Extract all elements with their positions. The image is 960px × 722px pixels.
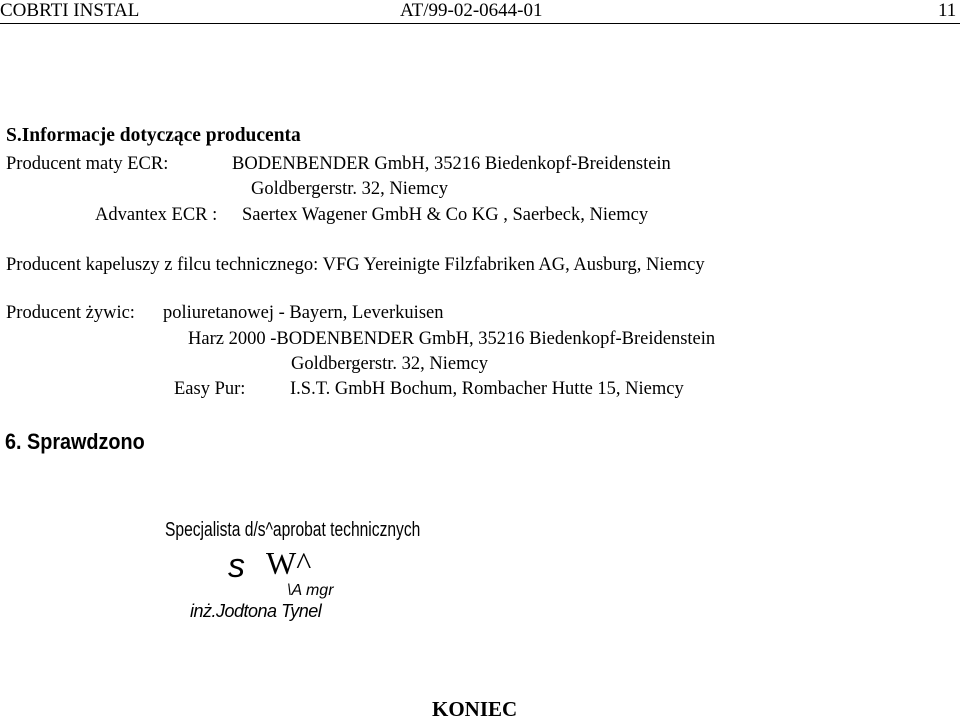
felt-producer-line: Producent kapeluszy z filcu technicznego: VFG Yereinigte Filzfabriken AG, Ausburg, Niemcy: [6, 255, 705, 275]
resin-value-line2: Harz 2000 -BODENBENDER GmbH, 35216 Biedenkopf-Breidenstein: [188, 329, 716, 349]
section-6-title: 6. Sprawdzono: [5, 429, 145, 454]
signature-scrawl-mgr: \A mgr: [287, 582, 334, 599]
header-rule: [0, 23, 960, 24]
header-page-number: 11: [938, 0, 957, 21]
mat-value-line2: Goldbergerstr. 32, Niemcy: [251, 179, 448, 199]
advantex-label: Advantex ECR :: [95, 205, 218, 225]
signature-scrawl-w: W^: [266, 545, 312, 581]
mat-label: Producent maty ECR:: [6, 154, 169, 174]
resin-value-line1: poliuretanowej - Bayern, Leverkuisen: [163, 303, 444, 323]
section-s-title: S.Informacje dotyczące producenta: [6, 125, 301, 146]
advantex-value: Saertex Wagener GmbH & Co KG , Saerbeck, Niemcy: [242, 205, 649, 225]
page-header: [0, 0, 960, 24]
signature-name: inż.Jodtona Tynel: [190, 601, 322, 621]
end-mark: KONIEC: [432, 697, 518, 721]
header-company: COBRTI INSTAL: [0, 0, 140, 21]
signature-scrawl-s: s: [228, 547, 245, 585]
signature-role: Specjalista d/s^aprobat technicznych: [165, 519, 421, 541]
header-doc-number: AT/99-02-0644-01: [400, 0, 543, 21]
resin-value-line3: Goldbergerstr. 32, Niemcy: [291, 354, 488, 374]
easy-pur-value: I.S.T. GmbH Bochum, Rombacher Hutte 15, Niemcy: [290, 379, 684, 399]
mat-value-line1: BODENBENDER GmbH, 35216 Biedenkopf-Breidenstein: [232, 154, 671, 174]
easy-pur-label: Easy Pur:: [174, 379, 246, 399]
resin-label: Producent żywic:: [6, 303, 135, 323]
